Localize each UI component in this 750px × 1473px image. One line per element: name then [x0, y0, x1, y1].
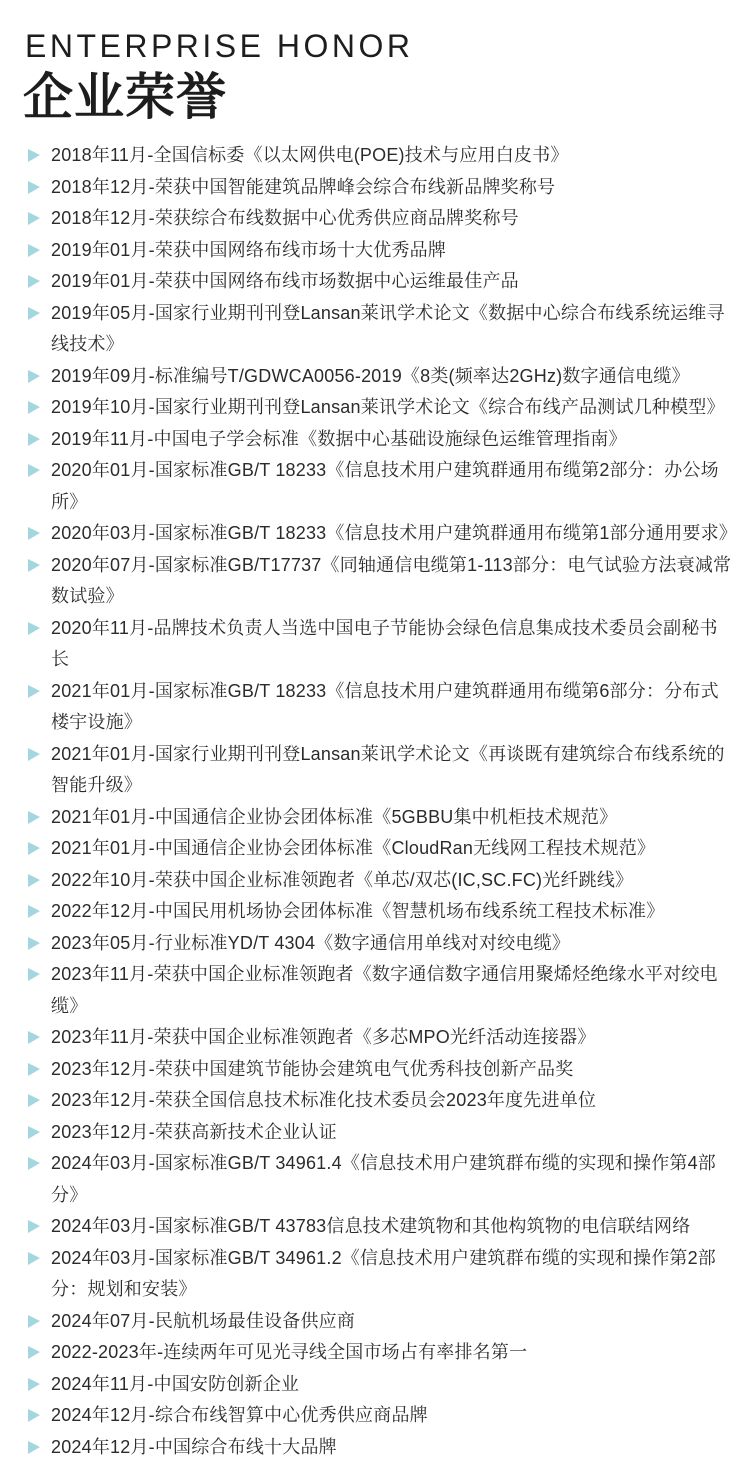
right-triangle-bullet-icon: [28, 244, 40, 257]
honor-item-text: 2018年12月-荣获中国智能建筑品牌峰会综合布线新品牌奖称号: [51, 176, 556, 197]
honor-item-text: 2021年01月-国家行业期刊刊登Lansan莱讯学术论文《再谈既有建筑综合布线系统的智能升级》: [51, 743, 725, 795]
honor-list-item: [25, 203, 732, 235]
right-triangle-bullet-icon: [28, 1031, 40, 1044]
right-triangle-bullet-icon: [28, 685, 40, 698]
right-triangle-bullet-icon: [28, 149, 40, 162]
honor-item-text: 2024年11月-中国安防创新企业: [51, 1373, 300, 1394]
honor-list-item: [25, 928, 732, 960]
honor-list-item: [25, 172, 732, 204]
right-triangle-bullet-icon: [28, 275, 40, 288]
honor-list-item: [25, 613, 732, 676]
honor-item-text: 2019年09月-标准编号T/GDWCA0056-2019《8类(频率达2GHz)数字通信电缆》: [51, 365, 690, 386]
honor-item-text: 2022年10月-荣获中国企业标准领跑者《单芯/双芯(IC,SC.FC)光纤跳线》: [51, 869, 634, 890]
right-triangle-bullet-icon: [28, 937, 40, 950]
honor-item-text: 2020年03月-国家标准GB/T 18233《信息技术用户建筑群通用布缆第1部分通用要求》: [51, 523, 737, 543]
honor-item-text: 2021年01月-中国通信企业协会团体标准《5GBBU集中机柜技术规范》: [51, 806, 618, 827]
right-triangle-bullet-icon: [28, 748, 40, 761]
honor-list-item: [25, 1085, 732, 1117]
right-triangle-bullet-icon: [28, 1063, 40, 1076]
right-triangle-bullet-icon: [28, 968, 40, 981]
honor-list-item: [25, 802, 732, 834]
honor-item-text: 2022年12月-中国民用机场协会团体标准《智慧机场布线系统工程技术标准》: [51, 901, 665, 921]
honor-item-text: 2018年12月-荣获综合布线数据中心优秀供应商品牌奖称号: [51, 208, 519, 228]
honor-item-text: 2024年12月-综合布线智算中心优秀供应商品牌: [51, 1405, 428, 1425]
honor-item-text: 2023年12月-荣获高新技术企业认证: [51, 1121, 337, 1142]
honor-list-item: [25, 1211, 732, 1243]
right-triangle-bullet-icon: [28, 1094, 40, 1107]
honor-list-item: [25, 959, 732, 1022]
right-triangle-bullet-icon: [28, 1441, 40, 1454]
honor-item-text: 2023年05月-行业标准YD/T 4304《数字通信用单线对对绞电缆》: [51, 932, 570, 953]
right-triangle-bullet-icon: [28, 181, 40, 194]
right-triangle-bullet-icon: [28, 1315, 40, 1328]
honor-list-item: [25, 739, 732, 802]
honor-item-text: 2023年12月-荣获全国信息技术标准化技术委员会2023年度先进单位: [51, 1090, 597, 1110]
honor-item-text: 2019年05月-国家行业期刊刊登Lansan莱讯学术论文《数据中心综合布线系统运维寻线技术》: [51, 302, 725, 354]
honor-list-item: [25, 392, 732, 424]
honor-item-text: 2024年03月-国家标准GB/T 34961.2《信息技术用户建筑群布缆的实现和操作第2部分：规划和安装》: [51, 1247, 717, 1299]
honor-list-item: [25, 361, 732, 393]
right-triangle-bullet-icon: [28, 464, 40, 477]
honor-item-text: 2024年03月-国家标准GB/T 43783信息技术建筑物和其他构筑物的电信联结网络: [51, 1216, 691, 1236]
honor-item-text: 2019年11月-中国电子学会标准《数据中心基础设施绿色运维管理指南》: [51, 428, 627, 449]
honor-list-item: [25, 424, 732, 456]
right-triangle-bullet-icon: [28, 433, 40, 446]
honor-item-text: 2020年07月-国家标准GB/T17737《同轴通信电缆第1-113部分：电气试验方法衰减常数试验》: [51, 554, 732, 606]
honor-item-text: 2024年12月-中国综合布线十大品牌: [51, 1436, 337, 1457]
honor-list-item: [25, 1022, 732, 1054]
honor-list-item: [25, 1243, 732, 1306]
honor-list-item: [25, 1148, 732, 1211]
right-triangle-bullet-icon: [28, 307, 40, 320]
right-triangle-bullet-icon: [28, 1126, 40, 1139]
right-triangle-bullet-icon: [28, 559, 40, 572]
honor-item-text: 2018年11月-全国信标委《以太网供电(POE)技术与应用白皮书》: [51, 145, 569, 165]
honor-item-text: 2023年12月-荣获中国建筑节能协会建筑电气优秀科技创新产品奖: [51, 1058, 574, 1079]
honor-list-item: [25, 518, 737, 550]
honor-list-item: [25, 550, 732, 613]
honor-list-item: [25, 235, 732, 267]
honor-item-text: 2023年11月-荣获中国企业标准领跑者《数字通信数字通信用聚烯烃绝缘水平对绞电缆》: [51, 964, 718, 1016]
page-title-chinese: 企业荣誉: [23, 69, 227, 125]
honor-item-text: 2021年01月-国家标准GB/T 18233《信息技术用户建筑群通用布缆第6部分：分布式楼宇设施》: [51, 680, 719, 732]
right-triangle-bullet-icon: [28, 811, 40, 824]
honor-list: [25, 140, 737, 1463]
page-title-english: ENTERPRISE HONOR: [25, 28, 414, 64]
right-triangle-bullet-icon: [28, 1346, 40, 1359]
honor-list-item: [25, 896, 732, 928]
honor-list-item: [25, 676, 732, 739]
honor-list-item: [25, 833, 732, 865]
honor-list-item: [25, 1432, 732, 1464]
honor-list-item: [25, 1306, 732, 1338]
honor-list-item: [25, 266, 732, 298]
right-triangle-bullet-icon: [28, 874, 40, 887]
right-triangle-bullet-icon: [28, 401, 40, 414]
honor-list-item: [25, 1400, 732, 1432]
honor-list-item: [25, 865, 732, 897]
right-triangle-bullet-icon: [28, 905, 40, 918]
right-triangle-bullet-icon: [28, 622, 40, 635]
honor-item-text: 2019年01月-荣获中国网络布线市场十大优秀品牌: [51, 239, 447, 260]
right-triangle-bullet-icon: [28, 1157, 40, 1170]
honor-item-text: 2021年01月-中国通信企业协会团体标准《CloudRan无线网工程技术规范》: [51, 838, 656, 858]
right-triangle-bullet-icon: [28, 1378, 40, 1391]
right-triangle-bullet-icon: [28, 1409, 40, 1422]
honor-list-item: [25, 298, 732, 361]
honor-list-item: [25, 140, 732, 172]
honor-item-text: 2022-2023年-连续两年可见光寻线全国市场占有率排名第一: [51, 1342, 528, 1362]
right-triangle-bullet-icon: [28, 370, 40, 383]
honor-list-item: [25, 1054, 732, 1086]
honor-item-text: 2020年01月-国家标准GB/T 18233《信息技术用户建筑群通用布缆第2部分：办公场所》: [51, 460, 719, 512]
honor-item-text: 2024年03月-国家标准GB/T 34961.4《信息技术用户建筑群布缆的实现和操作第4部分》: [51, 1153, 717, 1205]
honor-list-item: [25, 1117, 732, 1149]
honor-item-text: 2024年07月-民航机场最佳设备供应商: [51, 1310, 356, 1331]
right-triangle-bullet-icon: [28, 1220, 40, 1233]
honor-list-item: [25, 1337, 732, 1369]
right-triangle-bullet-icon: [28, 1252, 40, 1265]
honor-item-text: 2019年01月-荣获中国网络布线市场数据中心运维最佳产品: [51, 271, 519, 291]
right-triangle-bullet-icon: [28, 212, 40, 225]
honor-list-item: [25, 1369, 732, 1401]
honor-item-text: 2020年11月-品牌技术负责人当选中国电子节能协会绿色信息集成技术委员会副秘书长: [51, 617, 718, 669]
honor-item-text: 2023年11月-荣获中国企业标准领跑者《多芯MPO光纤活动连接器》: [51, 1027, 596, 1047]
honor-list-item: [25, 455, 732, 518]
right-triangle-bullet-icon: [28, 527, 40, 540]
honor-item-text: 2019年10月-国家行业期刊刊登Lansan莱讯学术论文《综合布线产品测试几种模型》: [51, 397, 725, 417]
right-triangle-bullet-icon: [28, 842, 40, 855]
